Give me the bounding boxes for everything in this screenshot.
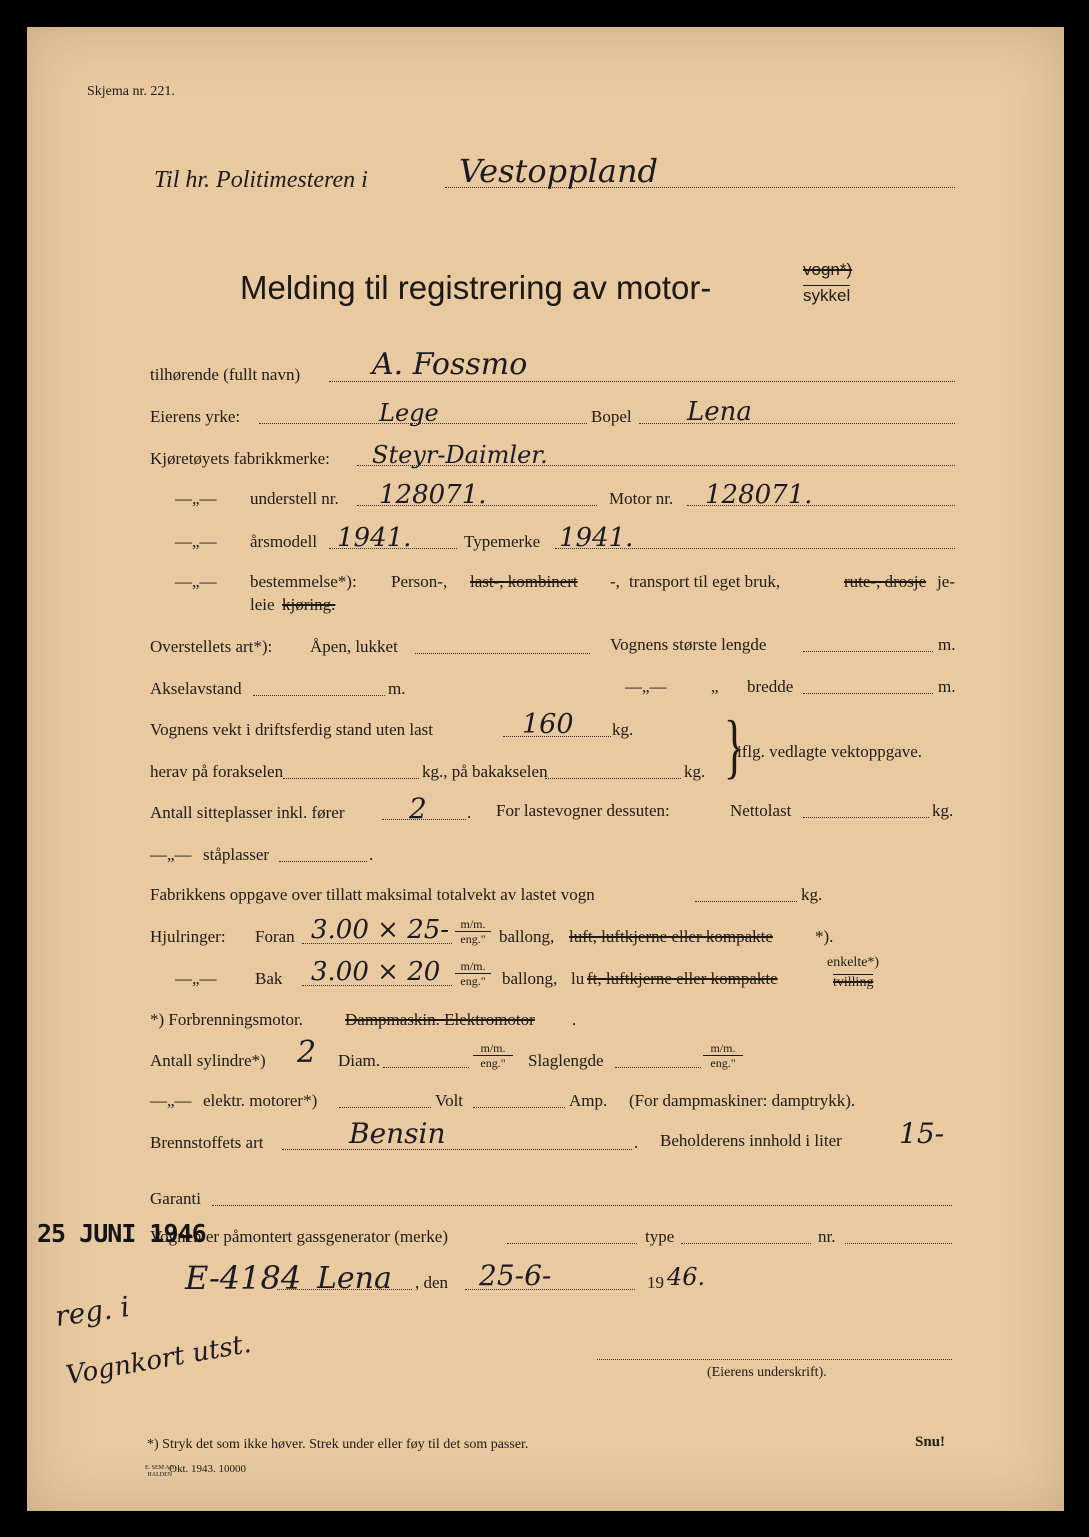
ditto-mark: —„— — [150, 1091, 192, 1110]
weight-value: 160 — [522, 709, 574, 740]
weight-label: Vognens vekt i driftsferdig stand uten last — [150, 720, 433, 739]
electric-steam: (For dampmaskiner: damptrykk). — [629, 1091, 856, 1110]
frac-bottom: eng." — [460, 932, 486, 946]
wheels-front-value: 3.00 × 25- — [311, 915, 450, 945]
fuel-value: Bensin — [349, 1117, 446, 1150]
electric-label: elektr. motorer*) — [203, 1091, 318, 1110]
owner-value: A. Fossmo — [372, 347, 528, 382]
seats-value: 2 — [409, 792, 427, 825]
place-line — [277, 1289, 412, 1290]
fuel-label: Brennstoffets art — [150, 1133, 264, 1152]
form-page — [27, 27, 1064, 1511]
title-option-vogn — [803, 260, 852, 280]
gas-line — [507, 1243, 637, 1244]
wheels-enkelte: enkelte*) — [827, 955, 880, 970]
form-number: Skjema nr. 221. — [87, 84, 175, 99]
year-suffix: 46. — [667, 1263, 706, 1291]
max-length-line — [803, 651, 933, 652]
wheels-front-end: *). — [815, 927, 834, 946]
profession-value: Lege — [379, 399, 439, 427]
gas-type-line — [681, 1243, 811, 1244]
purpose-label: bestemmelse*): — [250, 572, 357, 591]
year-prefix: 19 — [647, 1273, 664, 1292]
signature-label: (Eierens underskrift). — [707, 1365, 827, 1380]
wheels-back-lu: lu — [571, 969, 585, 988]
axle-back-label: kg., på bakakselen — [422, 762, 548, 781]
wheels-back-label: Bak — [255, 969, 283, 988]
wheels-front-unit — [455, 917, 491, 946]
form-title: Melding til registrering av motor- — [240, 269, 712, 306]
standing-dot: . — [369, 845, 374, 864]
electric-volt: Volt — [435, 1091, 464, 1110]
cylinders-diam-line — [383, 1067, 469, 1068]
ditto-mark: —„— — [150, 845, 192, 864]
make-value: Steyr-Daimler. — [372, 441, 548, 469]
year-model-label: årsmodell — [250, 532, 318, 551]
frac-bottom: eng." — [710, 1056, 736, 1070]
gas-nr-line — [845, 1243, 952, 1244]
width-unit: m. — [938, 677, 956, 696]
chassis-label: understell nr. — [250, 489, 339, 508]
cylinders-stroke-line — [615, 1067, 701, 1068]
purpose-suffix: je- — [937, 572, 955, 591]
printer-line2: HALDEN — [147, 1472, 173, 1478]
purpose-struck-1: last-, kombinert — [470, 572, 578, 591]
electric-volt-line — [473, 1107, 565, 1108]
electric-amp: Amp. — [569, 1091, 608, 1110]
addressee-label: Til hr. Politimesteren i — [154, 167, 368, 193]
standing-line — [279, 861, 367, 862]
axle-back-line — [545, 778, 681, 779]
wheels-back-unit — [455, 959, 491, 988]
purpose-line2b: kjøring. — [282, 595, 336, 614]
width-line — [803, 693, 933, 694]
frac-top: m/m. — [703, 1041, 743, 1056]
wheels-back-ballong: ballong, — [502, 969, 558, 988]
wheels-front-ballong: ballong, — [499, 927, 555, 946]
max-length-label: Vognens største lengde — [610, 635, 767, 654]
axle-front-line — [283, 778, 419, 779]
max-total-unit: kg. — [801, 885, 823, 904]
wheels-front-struck: luft, luftkjerne eller kompakte — [569, 927, 773, 946]
type-mark-label: Typemerke — [464, 532, 541, 551]
place-value: Lena — [317, 1261, 392, 1296]
purpose-transport: transport til eget bruk, — [629, 572, 781, 591]
cylinders-diam-unit — [473, 1041, 513, 1070]
wheels-label: Hjulringer: — [150, 927, 226, 946]
truck-label: For lastevogner dessuten: — [496, 801, 670, 820]
engine-struck: Dampmaskin. Elektromotor — [345, 1010, 535, 1029]
owner-label: tilhørende (fullt navn) — [150, 365, 301, 384]
cylinders-label: Antall sylindre*) — [150, 1051, 266, 1070]
purpose-after-1: -, — [610, 572, 620, 591]
wheels-tvilling: tvilling — [833, 975, 874, 990]
purpose-struck-2: rute-, drosje — [844, 572, 927, 591]
weight-brace: } — [723, 706, 745, 786]
gas-nr: nr. — [818, 1227, 836, 1246]
cylinders-value: 2 — [297, 1035, 317, 1070]
engine-end: . — [572, 1010, 577, 1029]
frac-bottom: eng." — [480, 1056, 506, 1070]
guarantee-label: Garanti — [150, 1189, 201, 1208]
purpose-person: Person-, — [391, 572, 448, 591]
margin-note-vognkort: Vognkort utst. — [63, 1328, 254, 1392]
make-label: Kjøretøyets fabrikkmerke: — [150, 449, 330, 468]
signature-line — [597, 1359, 952, 1360]
type-mark-value: 1941. — [559, 523, 634, 553]
year-model-value: 1941. — [337, 523, 412, 553]
frac-top: m/m. — [455, 917, 491, 932]
ditto-mark: —„— — [175, 532, 217, 551]
wheels-front-label: Foran — [255, 927, 295, 946]
width-ditto: „ — [711, 677, 719, 696]
wheelbase-unit: m. — [388, 679, 406, 698]
frac-top: m/m. — [473, 1041, 513, 1056]
max-length-unit: m. — [938, 635, 956, 654]
title-option-vogn-text: vogn*) — [803, 260, 853, 279]
wheels-back-struck: ft, luftkjerne eller kompakte — [587, 969, 778, 988]
width-label: bredde — [747, 677, 794, 696]
tank-label: Beholderens innhold i liter — [660, 1131, 842, 1150]
guarantee-line — [212, 1205, 952, 1206]
max-total-line — [695, 901, 797, 902]
ditto-mark: —„— — [175, 572, 217, 591]
ditto-mark: —„— — [625, 677, 667, 696]
max-total-label: Fabrikkens oppgave over tillatt maksimal totalvekt av lastet vogn — [150, 885, 595, 904]
chassis-value: 128071. — [379, 480, 487, 510]
date-den: , den — [415, 1273, 449, 1292]
netto-label: Nettolast — [730, 801, 792, 820]
residence-value: Lena — [687, 397, 752, 427]
frac-top: m/m. — [455, 959, 491, 974]
seats-dot: . — [467, 803, 472, 822]
purpose-line2a: leie — [250, 595, 275, 614]
profession-label: Eierens yrke: — [150, 407, 241, 426]
cylinders-diam: Diam. — [338, 1051, 381, 1070]
seats-label: Antall sitteplasser inkl. fører — [150, 803, 345, 822]
fuel-line — [282, 1149, 632, 1150]
snu-label: Snu! — [915, 1434, 946, 1450]
body-type-label: Overstellets art*): — [150, 637, 273, 656]
date-value: 25-6- — [479, 1259, 552, 1292]
body-type-value: Åpen, lukket — [310, 637, 398, 656]
standing-label: ståplasser — [203, 845, 270, 864]
addressee-value: Vestoppland — [459, 152, 659, 190]
weight-note: iflg. vedlagte vektoppgave. — [737, 742, 923, 761]
printer-info: Okt. 1943. 10000 — [169, 1463, 246, 1475]
wheelbase-line — [253, 695, 385, 696]
date-stamp: 25 JUNI 1946 — [37, 1219, 206, 1248]
engine-label: *) Forbrenningsmotor. — [150, 1010, 303, 1029]
gas-label: Vognen er påmontert gassgenerator (merke) — [150, 1227, 449, 1246]
netto-unit: kg. — [932, 801, 954, 820]
printer-line1: E. SEM A/S — [145, 1465, 175, 1471]
wheelbase-label: Akselavstand — [150, 679, 242, 698]
axle-back-unit: kg. — [684, 762, 706, 781]
fuel-dot: . — [634, 1133, 639, 1152]
motor-no-label: Motor nr. — [609, 489, 674, 508]
cylinders-stroke: Slaglengde — [528, 1051, 604, 1070]
motor-no-value: 128071. — [705, 480, 813, 510]
tank-value: 15- — [899, 1117, 945, 1150]
frac-bottom: eng." — [460, 974, 486, 988]
weight-unit: kg. — [612, 720, 634, 739]
ditto-mark: —„— — [175, 969, 217, 988]
body-type-line — [415, 653, 590, 654]
footnote: *) Stryk det som ikke høver. Strek under eller føy til det som passer. — [147, 1437, 529, 1452]
axle-front-label: herav på forakselen — [150, 762, 284, 781]
electric-line — [339, 1107, 431, 1108]
ditto-mark: —„— — [175, 489, 217, 508]
residence-label: Bopel — [591, 407, 632, 426]
netto-line — [803, 817, 929, 818]
registration-number: E-4184 — [185, 1259, 302, 1297]
cylinders-stroke-unit — [703, 1041, 743, 1070]
gas-type: type — [645, 1227, 675, 1246]
title-option-sykkel: sykkel — [803, 286, 851, 305]
margin-note-reg: reg. i — [53, 1289, 132, 1334]
wheels-back-value: 3.00 × 20 — [311, 957, 441, 987]
